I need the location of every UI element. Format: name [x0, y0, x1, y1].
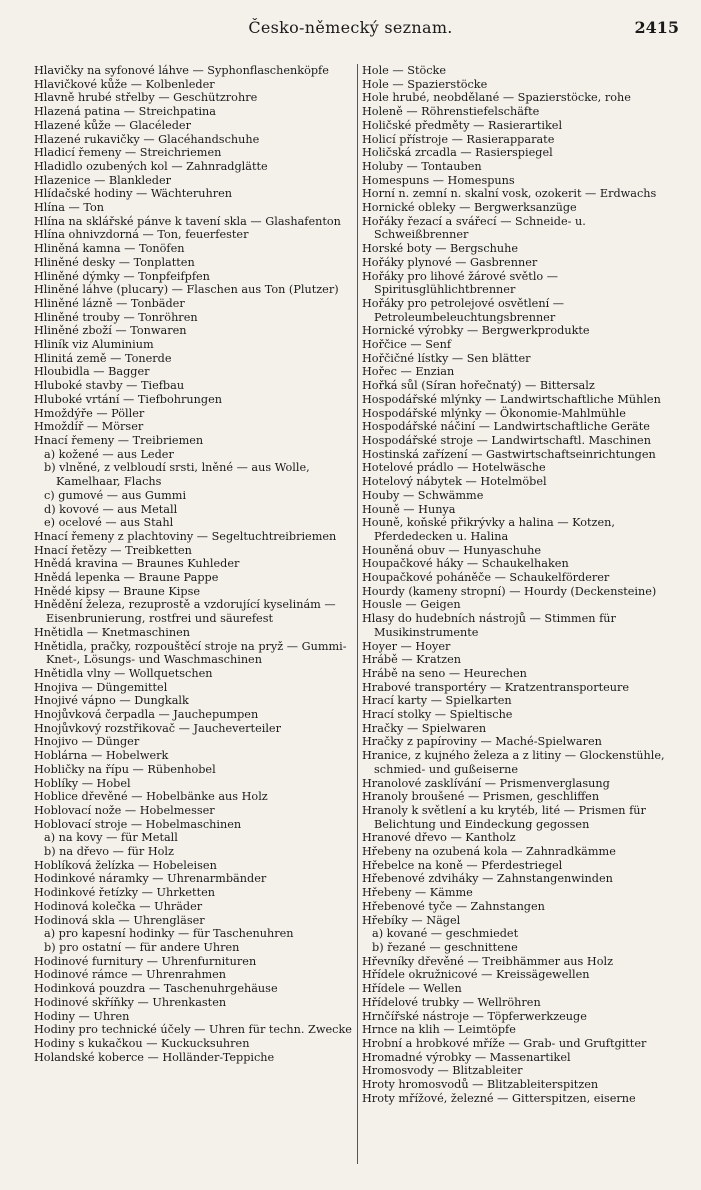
- index-entry: Hnětidla vlny — Wollquetschen: [34, 666, 213, 680]
- index-entry: Hroty mřížové, železné — Gitterspitzen, eiserne: [362, 1091, 636, 1105]
- index-entry: Hračky z papíroviny — Maché-Spielwaren: [362, 735, 602, 749]
- index-entry: Hrací stolky — Spieltische: [362, 708, 513, 722]
- index-entry: Hřídele okružnicové — Kreissägewellen: [362, 968, 590, 982]
- index-entry: Hourdy (kameny stropní) — Hourdy (Deckensteine): [362, 584, 657, 598]
- index-entry: Hornické obleky — Bergwerksanzüge: [362, 201, 577, 215]
- index-entry: Housle — Geigen: [362, 598, 461, 612]
- index-entry: Horské boty — Bergschuhe: [362, 242, 519, 256]
- index-entry: Hnědá lepenka — Braune Pappe: [34, 571, 219, 585]
- index-entry: Hřebelce na koně — Pferdestriegel: [362, 858, 563, 872]
- index-entry: Hlazené rukavičky — Glacéhandschuhe: [34, 132, 260, 146]
- index-entry: Hodiny — Uhren: [34, 1009, 130, 1023]
- index-entry: b) řezané — geschnittene: [372, 941, 518, 954]
- index-entry: Hřídelové trubky — Wellröhren: [362, 995, 541, 1009]
- index-entry: Hřebíky — Nägel: [362, 913, 461, 927]
- index-entry: a) na kovy — für Metall: [44, 831, 178, 845]
- index-entry: Houně — Hunya: [362, 502, 456, 516]
- index-entry: Hnací řemeny — Treibriemen: [34, 433, 204, 447]
- index-entry: Holeně — Röhrenstiefelschäfte: [362, 105, 540, 119]
- index-entry: Hodinkové řetízky — Uhrketten: [34, 886, 215, 900]
- index-entry: Hořec — Enzian: [362, 365, 455, 379]
- index-entry: Hodiny pro technické účely — Uhren für techn. Zwecke: [34, 1023, 352, 1037]
- index-entry: Hladidlo ozubených kol — Zahnradglätte: [34, 159, 268, 173]
- index-entry: Hořáky pro petrolejové osvětlení — Petroleumbeleuchtungsbrenner: [362, 296, 564, 324]
- index-entry: Hlavně hrubé střelby — Geschützrohre: [34, 91, 258, 105]
- index-entry: Hladicí řemeny — Streichriemen: [34, 146, 222, 160]
- index-entry: Hořáky plynové — Gasbrenner: [362, 255, 538, 269]
- index-entry: Hlína na sklářské pánve k tavení skla — Glashafenton: [34, 214, 341, 228]
- index-entry: Houně, koňské přikrývky a halina — Kotzen, Pferdedecken u. Halina: [362, 516, 615, 543]
- index-entry: Hoblovací stroje — Hobelmaschinen: [34, 817, 242, 831]
- page-number: 2415: [634, 18, 679, 37]
- index-entry: Hnojivé vápno — Dungkalk: [34, 694, 189, 708]
- index-entry: Hlína ohnivzdorná — Ton, feuerfester: [34, 228, 249, 242]
- index-entry: Hobličky na řípu — Rübenhobel: [34, 762, 216, 776]
- index-entry: Horní n. zemní n. skalní vosk, ozokerit — Erdwachs: [362, 187, 657, 201]
- index-entry: Hliník viz Aluminium: [34, 338, 154, 352]
- index-entry: e) ocelové — aus Stahl: [44, 516, 174, 530]
- index-entry: Hlavičkové kůže — Kolbenleder: [34, 77, 215, 91]
- index-entry: Hlavičky na syfonové láhve — Syphonflaschenköpfe: [34, 64, 329, 77]
- index-entry: Hřebeny — Kämme: [362, 886, 473, 900]
- index-entry: Hranové dřevo — Kantholz: [362, 831, 516, 845]
- index-entry: Hostinská zařízení — Gastwirtschaftseinrichtungen: [362, 447, 656, 461]
- index-entry: a) pro kapesní hodinky — für Taschenuhren: [44, 927, 294, 941]
- index-entry: Hoblovací nože — Hobelmesser: [34, 803, 215, 817]
- column-divider: [357, 64, 358, 1164]
- index-entry: Hoblárna — Hobelwerk: [34, 749, 169, 763]
- index-entry: Hodinové furnitury — Uhrenfurnituren: [34, 954, 257, 968]
- index-entry: c) gumové — aus Gummi: [44, 488, 187, 502]
- index-entry: Hnací řetězy — Treibketten: [34, 543, 192, 557]
- index-entry: Hrnce na klih — Leimtöpfe: [362, 1023, 516, 1037]
- index-entry: d) kovové — aus Metall: [44, 502, 178, 516]
- index-entry: Hoblíky — Hobel: [34, 776, 131, 790]
- index-entry: Hmoždýře — Pöller: [34, 406, 145, 420]
- index-entry: Hluboké stavby — Tiefbau: [34, 379, 185, 393]
- index-entry: Hole hrubé, neobdělané — Spazierstöcke, rohe: [362, 91, 631, 105]
- index-entry: Holicí přístroje — Rasierapparate: [362, 132, 555, 146]
- index-entry: Hospodářské mlýnky — Ökonomie-Mahlmühle: [362, 406, 626, 420]
- index-entry: Holičské předměty — Rasierartikel: [362, 118, 563, 132]
- index-entry: Hlína — Ton: [34, 201, 105, 215]
- index-entry: Hliněné trouby — Tonröhren: [34, 310, 198, 324]
- index-entry: a) kované — geschmiedet: [372, 927, 519, 941]
- index-entry: b) vlněné, z velbloudí srsti, lněné — aus Wolle, Kamelhaar, Flachs: [44, 461, 310, 489]
- page-header: [0, 18, 701, 44]
- index-entry: Hliněné lázně — Tonbäder: [34, 296, 185, 310]
- index-entry: Hračky — Spielwaren: [362, 721, 487, 735]
- index-entry: Hnojiva — Düngemittel: [34, 680, 168, 694]
- index-entry: Hospodářské náčiní — Landwirtschaftliche Geräte: [362, 420, 650, 434]
- index-entry: Hrabové transportéry — Kratzentransporteure: [362, 680, 630, 694]
- index-entry: Hlídačské hodiny — Wächteruhren: [34, 187, 233, 201]
- index-entry: Hnojůvkový rozstřikovač — Jaucheverteiler: [34, 721, 281, 735]
- index-entry: Hliněné dýmky — Tonpfeifpfen: [34, 269, 210, 283]
- index-entry: Hlinitá země — Tonerde: [34, 351, 172, 365]
- index-entry: Hliněná kamna — Tonöfen: [34, 242, 185, 256]
- index-entry: Hranice, z kujného železa a z litiny — Glockenstühle, schmied- und gußeiserne: [362, 749, 665, 776]
- index-entry: Hranolové zasklívání — Prismenverglasung: [362, 776, 610, 790]
- index-entry: Hnojivo — Dünger: [34, 735, 140, 749]
- index-entry: Houpačkové poháněče — Schaukelförderer: [362, 571, 610, 585]
- index-entry: Hřebenové tyče — Zahnstangen: [362, 899, 545, 913]
- index-entry: Hlazená patina — Streichpatina: [34, 105, 216, 119]
- index-entry: Hnětidla — Knetmaschinen: [34, 625, 191, 639]
- index-entry: Hořáky pro lihové žárové světlo — Spiritusglühlichtbrenner: [362, 269, 559, 297]
- index-entry: Holandské koberce — Holländer-Teppiche: [34, 1050, 275, 1064]
- index-entry: Hromosvody — Blitzableiter: [362, 1064, 523, 1078]
- index-entry: Hliněné desky — Tonplatten: [34, 255, 195, 269]
- index-entry: Hrobní a hrobkové mříže — Grab- und Gruftgitter: [362, 1036, 647, 1050]
- index-entry: Hřebeny na ozubená kola — Zahnradkämme: [362, 845, 616, 859]
- index-entry: Hroty hromosvodů — Blitzableiterspitzen: [362, 1078, 599, 1092]
- index-entry: Hloubidla — Bagger: [34, 365, 150, 379]
- index-entry: Houby — Schwämme: [362, 488, 484, 502]
- index-entry: Hospodářské stroje — Landwirtschaftl. Maschinen: [362, 433, 651, 447]
- index-entry: Hořčičné lístky — Sen blätter: [362, 351, 531, 365]
- index-entry: Hodinková pouzdra — Taschenuhrgehäuse: [34, 982, 278, 996]
- index-entry: Hranoly broušené — Prismen, geschliffen: [362, 790, 600, 804]
- index-entry: Hotelový nábytek — Hotelmöbel: [362, 475, 547, 489]
- index-entry: Hranoly k světlení a ku krytéb, lité — Prismen für Belichtung und Eindeckung gegossen: [362, 803, 646, 831]
- index-entry: Hluboké vrtání — Tiefbohrungen: [34, 392, 223, 406]
- index-entry: Hmoždíř — Mörser: [34, 420, 144, 434]
- index-entry: Hřevníky dřevěné — Treibhämmer aus Holz: [362, 954, 613, 968]
- index-entry: a) kožené — aus Leder: [44, 447, 174, 461]
- index-entry: Hrábě — Kratzen: [362, 653, 461, 667]
- index-entry: Houpačkové háky — Schaukelhaken: [362, 557, 569, 571]
- index-entry: Hrnčířské nástroje — Töpferwerkzeuge: [362, 1009, 587, 1023]
- index-entry: Hořáky řezací a svářecí — Schneide- u. Schweißbrenner: [362, 214, 586, 242]
- index-entry: Hotelové prádlo — Hotelwäsche: [362, 461, 546, 475]
- index-entry: Hnojůvková čerpadla — Jauchepumpen: [34, 708, 259, 722]
- index-entry: Hlasy do hudebních nástrojů — Stimmen für Musikinstrumente: [362, 612, 616, 639]
- index-entry: Hospodářské mlýnky — Landwirtschaftliche Mühlen: [362, 392, 661, 406]
- index-entry: Hlazenice — Blankleder: [34, 173, 172, 187]
- index-entry: Hořčice — Senf: [362, 338, 451, 352]
- index-entry: Hoyer — Hoyer: [362, 639, 451, 653]
- index-entry: Holuby — Tontauben: [362, 159, 482, 173]
- index-entry: Hliněné zboží — Tonwaren: [34, 324, 187, 338]
- index-entry: Hořká sůl (Síran hořečnatý) — Bittersalz: [362, 379, 595, 393]
- index-entry: Hodinkové náramky — Uhrenarmbänder: [34, 872, 267, 886]
- index-entry: Hole — Spazierstöcke: [362, 77, 488, 91]
- right-column: [362, 64, 680, 1174]
- index-entry: Hnědění železa, rezuprostě a vzdorující kyselinám — Eisenbrunierung, rostfrei und säurefest: [34, 598, 336, 626]
- left-column: [34, 64, 352, 1174]
- index-entry: b) na dřevo — für Holz: [44, 845, 174, 859]
- index-entry: Hřebenové zdviháky — Zahnstangenwinden: [362, 872, 613, 886]
- index-entry: Hnědá kravina — Braunes Kuhleder: [34, 557, 240, 571]
- index-entry: Hodinová skla — Uhrengläser: [34, 913, 205, 927]
- page-title: Česko-německý seznam.: [248, 18, 453, 37]
- index-entry: Hnací řemeny z plachtoviny — Segeltuchtreibriemen: [34, 529, 337, 543]
- index-entry: Hnětidla, pračky, rozpouštěcí stroje na pryž — Gummi-Knet-, Lösungs- und Waschmaschinen: [34, 639, 347, 667]
- index-entry: Hřídele — Wellen: [362, 982, 462, 996]
- index-entry: b) pro ostatní — für andere Uhren: [44, 941, 240, 954]
- index-entry: Hodinové skříňky — Uhrenkasten: [34, 995, 227, 1009]
- index-entry: Hnědé kipsy — Braune Kipse: [34, 584, 201, 598]
- index-entry: Hodinové rámce — Uhrenrahmen: [34, 968, 227, 982]
- index-entry: Hliněné láhve (plucary) — Flaschen aus Ton (Plutzer): [34, 283, 339, 297]
- index-entry: Houněná obuv — Hunyaschuhe: [362, 543, 542, 557]
- index-entry: Hoblice dřevěné — Hobelbänke aus Holz: [34, 790, 268, 804]
- index-entry: Hromadné výrobky — Massenartikel: [362, 1050, 571, 1064]
- index-entry: Hrábě na seno — Heurechen: [362, 666, 527, 680]
- index-entry: Homespuns — Homespuns: [362, 173, 515, 187]
- index-entry: Hodinová kolečka — Uhräder: [34, 899, 203, 913]
- index-entry: Hrací karty — Spielkarten: [362, 694, 512, 708]
- index-entry: Hlazené kůže — Glacéleder: [34, 118, 191, 132]
- index-entry: Hodiny s kukačkou — Kuckucksuhren: [34, 1036, 250, 1050]
- index-entry: Hole — Stöcke: [362, 64, 447, 77]
- index-entry: Holičská zrcadla — Rasierspiegel: [362, 146, 553, 160]
- index-entry: Hornické výrobky — Bergwerkprodukte: [362, 324, 590, 338]
- index-entry: Hoblíková želízka — Hobeleisen: [34, 858, 217, 872]
